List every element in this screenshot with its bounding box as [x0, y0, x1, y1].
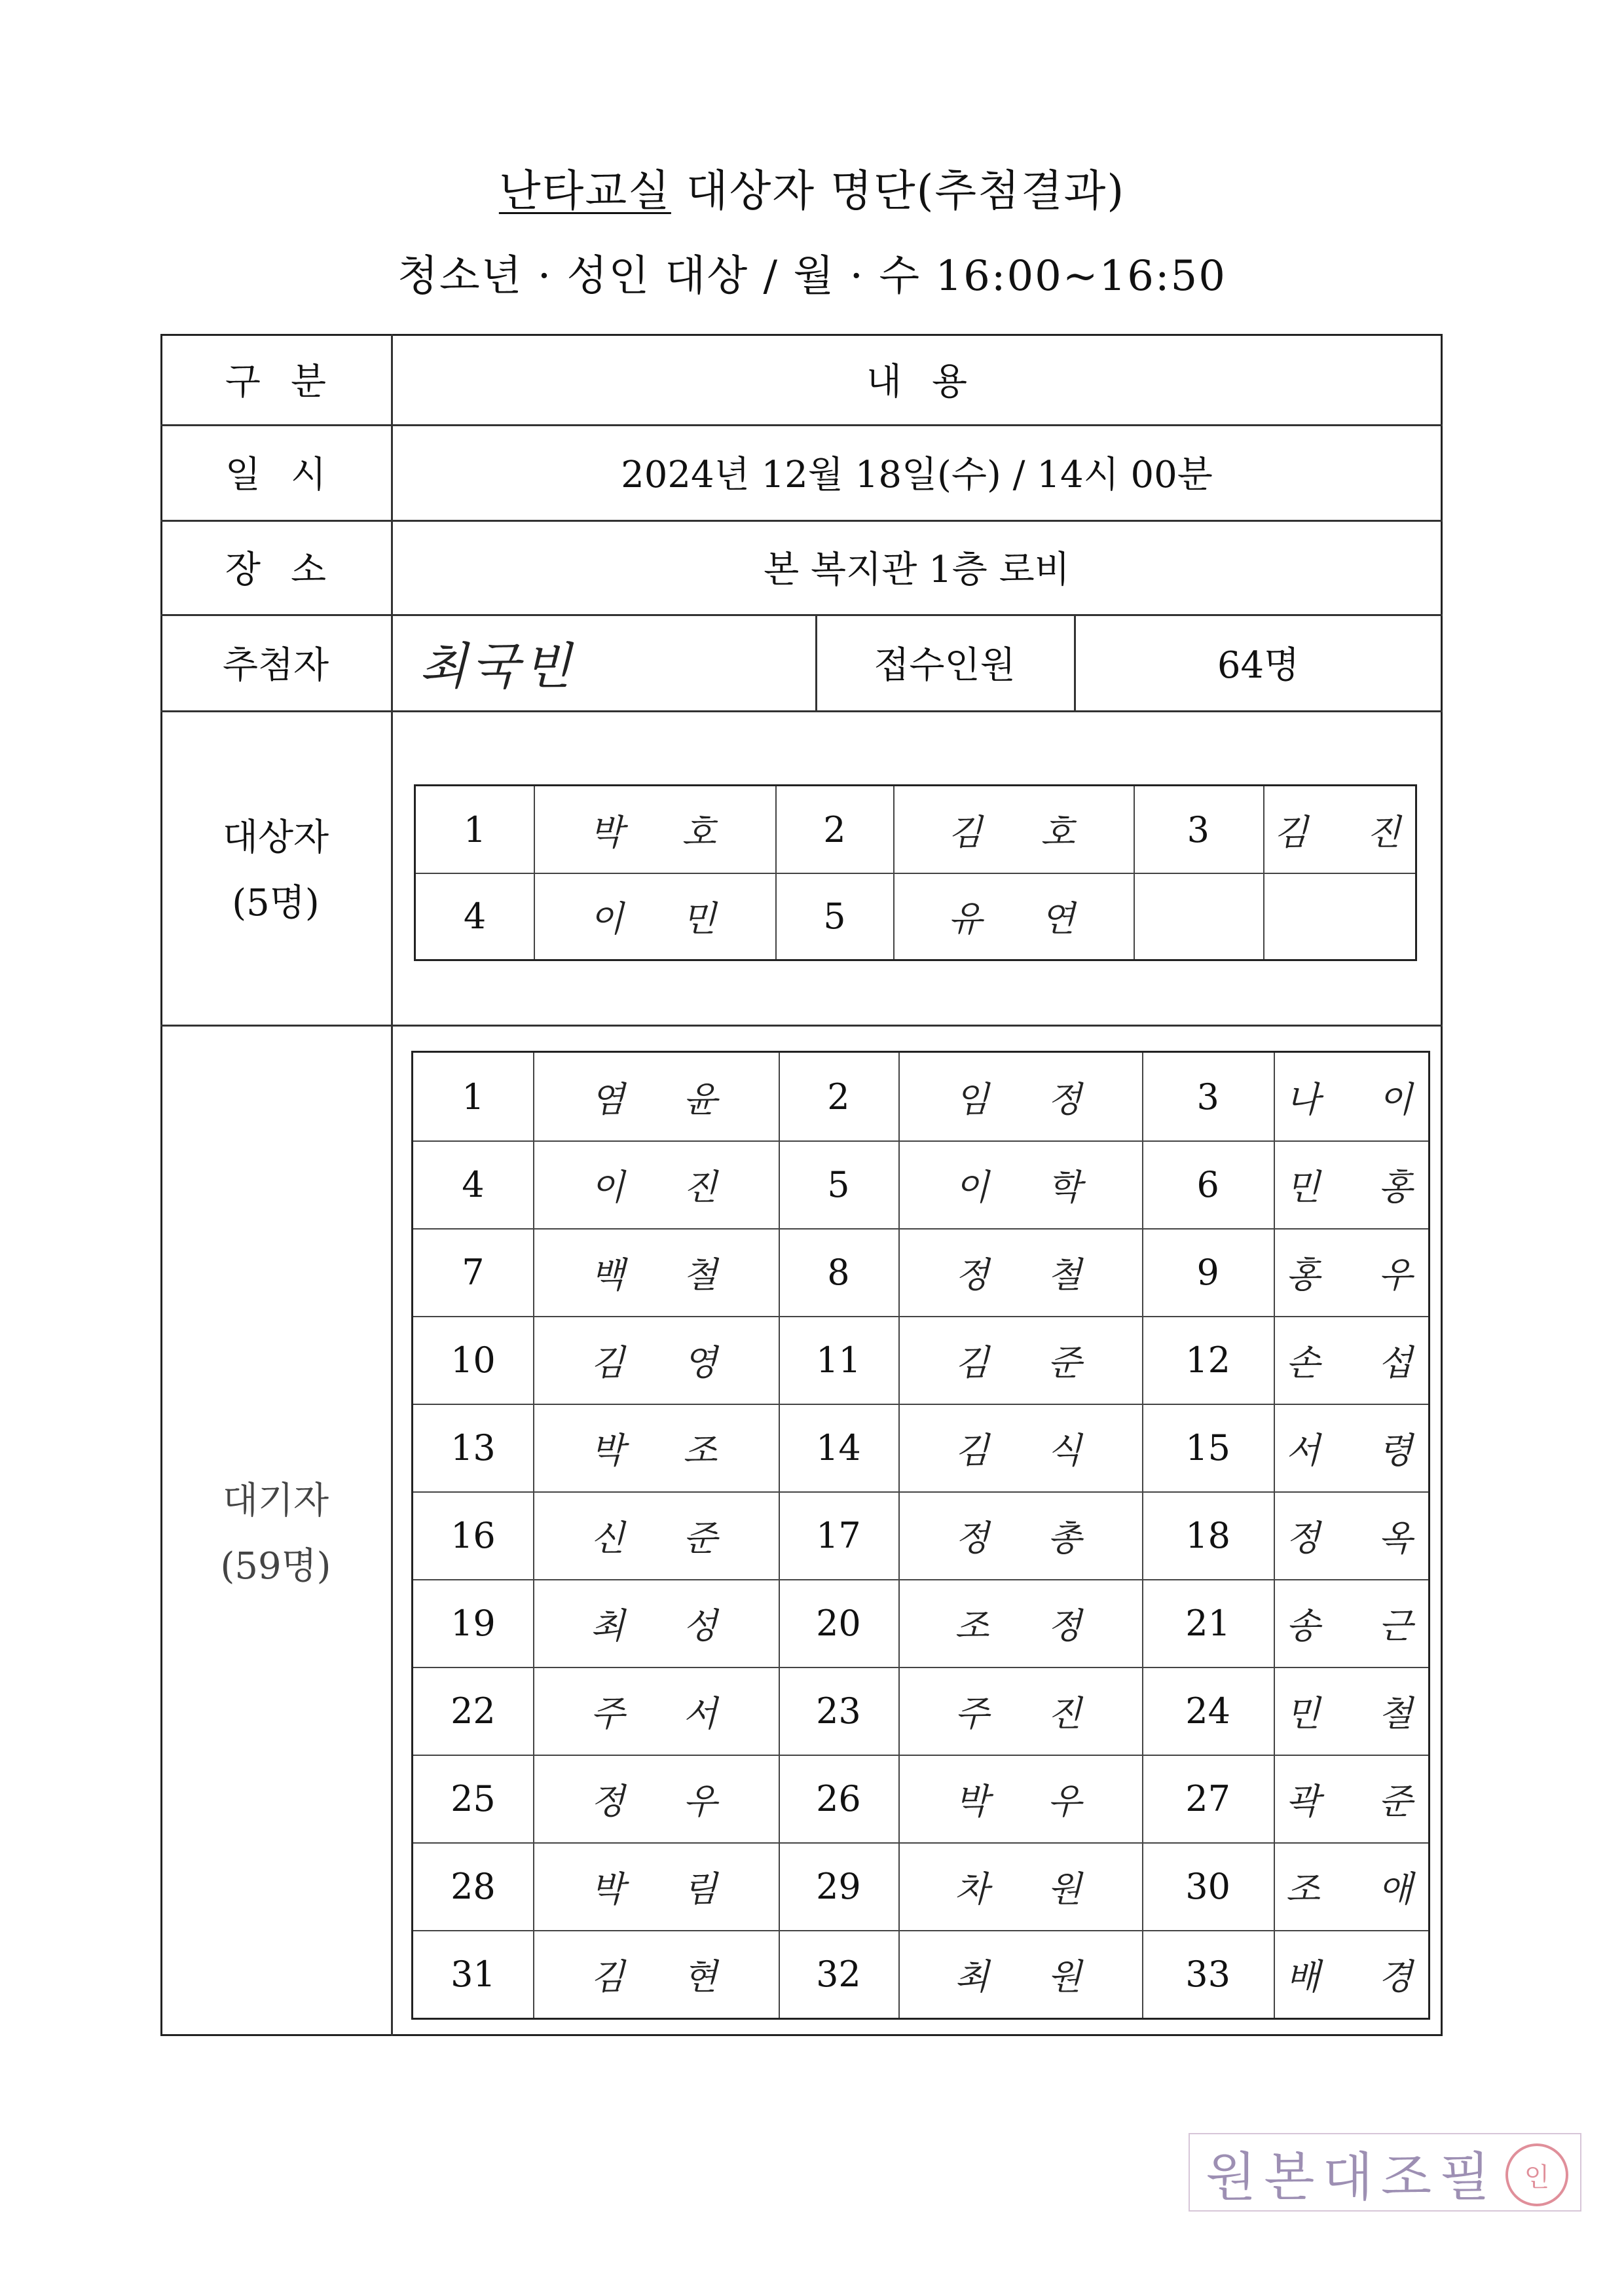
waitlist-number: 14	[816, 1427, 861, 1468]
waitlist-number: 17	[816, 1514, 861, 1556]
waitlist-name: 이 진	[590, 1166, 722, 1208]
waitlist-name: 정 우	[590, 1780, 722, 1822]
document-title	[0, 156, 1624, 218]
waitlist-number: 29	[816, 1865, 861, 1907]
date-label: 일시	[225, 454, 357, 496]
targets-label	[160, 710, 391, 1025]
waitlist-number: 10	[451, 1339, 496, 1381]
waitlist-number: 24	[1185, 1690, 1230, 1732]
waitlist-name: 백 철	[590, 1254, 722, 1296]
targets-name: 유 연	[948, 898, 1079, 939]
waitlist-number: 3	[1196, 1076, 1219, 1118]
waitlist-name: 박 우	[955, 1780, 1086, 1822]
waitlist-name: 염 윤	[590, 1078, 722, 1120]
stamp-text: 원본대조필	[1206, 2146, 1498, 2208]
waitlist-label-text: 대기자	[222, 1479, 329, 1522]
waitlist-number: 6	[1196, 1163, 1219, 1205]
waitlist-number: 15	[1185, 1427, 1230, 1468]
waitlist-number: 9	[1196, 1251, 1219, 1293]
waitlist-number: 26	[816, 1777, 861, 1819]
targets-count: (5명)	[232, 882, 320, 924]
waitlist-number: 8	[827, 1251, 850, 1293]
targets-number: 5	[823, 895, 846, 937]
waitlist-name: 민 철	[1285, 1692, 1416, 1734]
waitlist-number: 4	[462, 1163, 485, 1205]
waitlist-number: 32	[816, 1953, 861, 1995]
waitlist-number: 28	[451, 1865, 496, 1907]
waitlist-number: 25	[451, 1777, 496, 1819]
applicants-value: 64명	[1217, 644, 1300, 687]
waitlist-number: 1	[462, 1076, 485, 1118]
header-content: 내용	[866, 361, 998, 403]
waitlist-number: 33	[1185, 1953, 1230, 1995]
waitlist-name: 홍 우	[1285, 1254, 1416, 1296]
waitlist-name: 차 원	[955, 1868, 1086, 1910]
place-value: 본 복지관 1층 로비	[764, 549, 1070, 591]
header-category: 구분	[225, 361, 357, 403]
waitlist-name: 김 준	[955, 1341, 1086, 1383]
waitlist-name: 민 홍	[1285, 1166, 1416, 1208]
targets-label-text: 대상자	[222, 816, 329, 859]
drawer-signature: 최국빈	[419, 637, 576, 695]
waitlist-number: 16	[451, 1514, 496, 1556]
targets-name: 박 호	[589, 811, 720, 853]
targets-name: 김 진	[1274, 811, 1405, 853]
waitlist-name: 나 이	[1285, 1078, 1416, 1120]
waitlist-number: 30	[1185, 1865, 1230, 1907]
waitlist-number: 27	[1185, 1777, 1230, 1819]
waitlist-number: 22	[451, 1690, 496, 1732]
waitlist-name: 박 림	[590, 1868, 722, 1910]
document-subtitle: 청소년 · 성인 대상 / 월 · 수 16:00~16:50	[397, 252, 1227, 301]
waitlist-name: 김 식	[955, 1429, 1086, 1471]
waitlist-name: 정 총	[955, 1517, 1086, 1559]
waitlist-number: 5	[827, 1163, 850, 1205]
waitlist-label	[160, 1025, 391, 2036]
applicants-label: 접수인원	[874, 644, 1016, 687]
waitlist-name: 배 경	[1285, 1956, 1416, 1997]
seal-icon: 인	[1505, 2143, 1568, 2206]
waitlist-count: (59명)	[220, 1544, 331, 1588]
targets-name: 김 호	[948, 811, 1079, 853]
waitlist-name: 주 서	[590, 1692, 722, 1734]
waitlist-name: 신 준	[590, 1517, 722, 1559]
place-label: 장소	[225, 549, 357, 591]
waitlist-name: 주 진	[955, 1692, 1086, 1734]
targets-name	[1263, 873, 1415, 959]
waitlist-number: 31	[451, 1953, 496, 1995]
date-value: 2024년 12월 18일(수) / 14시 00분	[621, 454, 1213, 496]
waitlist-name: 이 학	[955, 1166, 1086, 1208]
targets-grid	[414, 784, 1417, 961]
title-program-name: 난타교실	[498, 166, 671, 216]
targets-number: 1	[463, 809, 487, 850]
title-rest: 대상자 명단(추첨결과)	[671, 166, 1126, 216]
waitlist-name: 박 조	[590, 1429, 722, 1471]
waitlist-number: 23	[816, 1690, 861, 1732]
targets-number	[1134, 873, 1263, 959]
certified-copy-stamp	[1189, 2133, 1581, 2212]
waitlist-name: 정 철	[955, 1254, 1086, 1296]
waitlist-grid	[411, 1051, 1430, 2020]
waitlist-name: 임 정	[955, 1078, 1086, 1120]
waitlist-number: 19	[451, 1602, 496, 1644]
waitlist-number: 2	[827, 1076, 850, 1118]
waitlist-number: 18	[1185, 1514, 1230, 1556]
waitlist-name: 손 섭	[1285, 1341, 1416, 1383]
waitlist-name: 최 원	[955, 1956, 1086, 1997]
targets-name: 이 민	[589, 898, 720, 939]
targets-number: 2	[823, 809, 846, 850]
waitlist-name: 조 애	[1285, 1868, 1416, 1910]
targets-number: 4	[463, 895, 487, 937]
waitlist-name: 정 옥	[1285, 1517, 1416, 1559]
waitlist-name: 김 영	[590, 1341, 722, 1383]
waitlist-number: 7	[462, 1251, 485, 1293]
waitlist-number: 20	[816, 1602, 861, 1644]
waitlist-name: 곽 준	[1285, 1780, 1416, 1822]
waitlist-name: 최 성	[590, 1605, 722, 1647]
waitlist-number: 11	[816, 1339, 861, 1381]
drawer-label: 추첨자	[222, 644, 329, 687]
waitlist-name: 송 근	[1285, 1605, 1416, 1647]
waitlist-number: 12	[1185, 1339, 1230, 1381]
waitlist-name: 김 현	[590, 1956, 722, 1997]
waitlist-name: 서 령	[1285, 1429, 1416, 1471]
waitlist-number: 21	[1185, 1602, 1230, 1644]
targets-number: 3	[1187, 809, 1210, 850]
waitlist-number: 13	[451, 1427, 496, 1468]
waitlist-name: 조 정	[955, 1605, 1086, 1647]
